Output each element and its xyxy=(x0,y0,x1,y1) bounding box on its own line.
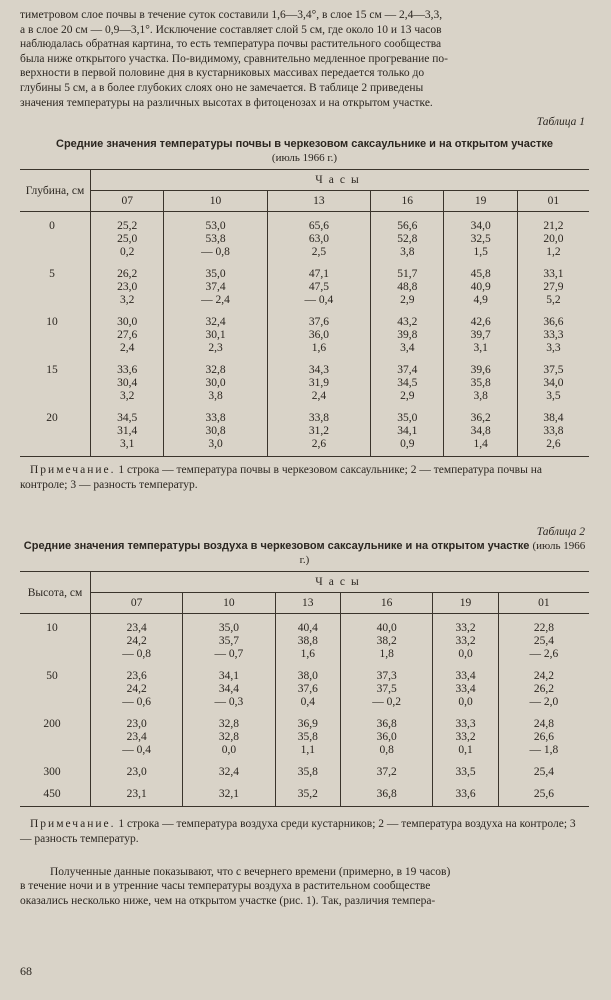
cell-value: 37,4 xyxy=(205,281,226,294)
table1-hours-header: Часы xyxy=(91,170,590,191)
table-cell xyxy=(341,784,433,807)
cell-value: 33,5 xyxy=(455,766,476,779)
cell-value: 1,4 xyxy=(473,438,488,451)
cell-value: 26,6 xyxy=(533,731,554,744)
table-row xyxy=(20,360,589,408)
outro-paragraph xyxy=(20,865,589,909)
table1-title xyxy=(20,138,589,165)
cell-value: 32,4 xyxy=(205,316,226,329)
table-cell xyxy=(275,784,341,807)
table2-hours-header: Часы xyxy=(91,572,590,593)
cell-value: 3,1 xyxy=(473,342,488,355)
cell-value: 24,8 xyxy=(533,718,554,731)
row-label: 200 xyxy=(20,714,91,762)
cell-value: 31,9 xyxy=(308,377,329,390)
cell-value: 34,1 xyxy=(397,425,418,438)
cell-value: 32,8 xyxy=(218,718,239,731)
table-cell xyxy=(341,762,433,784)
table-cell xyxy=(275,762,341,784)
intro-line: глубины 5 см, а в более глубоких слоях оно не замечается. В таблице 2 приведены xyxy=(20,81,424,94)
cell-value: 23,4 xyxy=(126,731,147,744)
cell-value: 34,5 xyxy=(117,412,138,425)
row-label: 15 xyxy=(20,360,91,408)
table-cell xyxy=(91,762,183,784)
table-cell xyxy=(267,212,370,265)
cell-value: — 2,0 xyxy=(529,696,559,709)
table2-corner-header: Высота, см xyxy=(20,572,91,614)
cell-value: 37,5 xyxy=(376,683,397,696)
table-cell xyxy=(371,212,444,265)
cell-value: 3,2 xyxy=(120,294,135,307)
cell-value: 35,8 xyxy=(297,731,318,744)
cell-value: 35,8 xyxy=(470,377,491,390)
cell-value: 36,6 xyxy=(543,316,564,329)
cell-value: 48,8 xyxy=(397,281,418,294)
cell-value: 3,4 xyxy=(400,342,415,355)
row-label: 50 xyxy=(20,666,91,714)
cell-value: 37,4 xyxy=(397,364,418,377)
cell-value: — 0,8 xyxy=(122,648,151,661)
cell-value: 3,8 xyxy=(400,246,415,259)
cell-value: 38,0 xyxy=(297,670,318,683)
cell-value: 30,0 xyxy=(117,316,138,329)
table-cell xyxy=(164,360,267,408)
table1-subtitle: (июль 1966 г.) xyxy=(271,151,338,164)
cell-value: 31,2 xyxy=(308,425,329,438)
cell-value: 2,4 xyxy=(311,390,327,403)
cell-value: — 2,4 xyxy=(201,294,230,307)
hour-header: 01 xyxy=(498,593,589,614)
cell-value: 36,0 xyxy=(376,731,397,744)
cell-value: 32,4 xyxy=(218,766,239,779)
hour-header: 07 xyxy=(91,191,164,212)
table-cell xyxy=(275,614,341,667)
table-cell xyxy=(498,614,589,667)
cell-value: 24,2 xyxy=(533,670,554,683)
cell-value: 3,8 xyxy=(473,390,488,403)
cell-value: 38,8 xyxy=(297,635,318,648)
intro-line: а в слое 20 см — 0,9—3,1°. Исключение составляет слой 5 см, где около 10 и 13 часов xyxy=(20,23,442,36)
table1-corner-header: Глубина, см xyxy=(20,170,91,212)
cell-value: 33,2 xyxy=(455,731,476,744)
cell-value: 23,4 xyxy=(126,622,147,635)
table-cell xyxy=(183,614,275,667)
cell-value: 1,2 xyxy=(546,246,561,259)
outro-line: Полученные данные показывают, что с вечернего времени (примерно, в 19 часов) xyxy=(50,865,451,878)
cell-value: 34,4 xyxy=(218,683,239,696)
table-cell xyxy=(275,666,341,714)
cell-value: 23,6 xyxy=(126,670,147,683)
table-cell xyxy=(91,408,164,457)
cell-value: 34,3 xyxy=(308,364,329,377)
cell-value: 30,0 xyxy=(205,377,226,390)
cell-value: 2,9 xyxy=(400,294,415,307)
cell-value: 65,6 xyxy=(308,220,329,233)
table-cell xyxy=(433,614,499,667)
cell-value: 35,2 xyxy=(297,788,318,801)
hour-header: 13 xyxy=(267,191,370,212)
table-cell xyxy=(444,360,517,408)
intro-line: верхности в первой половине дня в кустарниковых массивах передается только до xyxy=(20,67,425,80)
cell-value: 33,3 xyxy=(455,718,476,731)
table-cell xyxy=(91,264,164,312)
table2-note-label: Примечание. xyxy=(30,818,116,831)
table-cell xyxy=(91,312,164,360)
table1-note-text: 1 строка — температура почвы в черкезовом саксаульнике; 2 — температура почвы на контроле; 3 — разность температур. xyxy=(20,464,542,491)
cell-value: 33,6 xyxy=(455,788,476,801)
cell-value: 38,2 xyxy=(376,635,397,648)
cell-value: 3,8 xyxy=(208,390,223,403)
cell-value: 33,2 xyxy=(455,622,476,635)
table-cell xyxy=(164,408,267,457)
cell-value: 0,2 xyxy=(120,246,135,259)
hour-header: 10 xyxy=(183,593,275,614)
table-cell xyxy=(498,714,589,762)
cell-value: 0,0 xyxy=(221,744,237,757)
table-cell xyxy=(183,714,275,762)
cell-value: 35,8 xyxy=(297,766,318,779)
table-cell xyxy=(183,666,275,714)
cell-value: 30,4 xyxy=(117,377,138,390)
cell-value: 52,8 xyxy=(397,233,418,246)
cell-value: 33,6 xyxy=(117,364,138,377)
table-cell xyxy=(91,714,183,762)
row-label: 10 xyxy=(20,614,91,667)
cell-value: — 1,8 xyxy=(529,744,559,757)
table-cell xyxy=(371,408,444,457)
table-row xyxy=(20,614,589,667)
cell-value: 33,8 xyxy=(543,425,564,438)
cell-value: 36,0 xyxy=(308,329,329,342)
table-cell xyxy=(371,264,444,312)
cell-value: 1,6 xyxy=(311,342,327,355)
cell-value: 32,8 xyxy=(218,731,239,744)
table-cell xyxy=(371,312,444,360)
cell-value: 35,0 xyxy=(218,622,239,635)
cell-value: 24,2 xyxy=(126,635,147,648)
cell-value: 27,6 xyxy=(117,329,138,342)
cell-value: 34,0 xyxy=(470,220,491,233)
table-cell xyxy=(183,784,275,807)
intro-paragraph xyxy=(20,8,589,110)
cell-value: 1,5 xyxy=(473,246,488,259)
cell-value: 33,2 xyxy=(455,635,476,648)
intro-line: наблюдалась обратная картина, то есть температура почвы растительного сообщества xyxy=(20,38,442,51)
cell-value: 22,8 xyxy=(533,622,554,635)
table-row xyxy=(20,666,589,714)
hour-header: 07 xyxy=(91,593,183,614)
cell-value: 34,1 xyxy=(218,670,239,683)
table-cell xyxy=(91,212,164,265)
hour-header: 19 xyxy=(444,191,517,212)
cell-value: 33,3 xyxy=(543,329,564,342)
cell-value: 30,1 xyxy=(205,329,226,342)
table-cell xyxy=(444,312,517,360)
cell-value: 51,7 xyxy=(397,268,418,281)
table-row xyxy=(20,784,589,807)
cell-value: 33,8 xyxy=(308,412,329,425)
table-row xyxy=(20,762,589,784)
cell-value: 36,2 xyxy=(470,412,491,425)
cell-value: 3,5 xyxy=(546,390,561,403)
table-cell xyxy=(164,264,267,312)
cell-value: 25,2 xyxy=(117,220,138,233)
cell-value: 36,8 xyxy=(376,718,397,731)
cell-value: 63,0 xyxy=(308,233,329,246)
hour-header: 13 xyxy=(275,593,341,614)
table-cell xyxy=(444,212,517,265)
table2-note-text: 1 строка — температура воздуха среди кустарников; 2 — температура воздуха на контроле; 3 — разность температур. xyxy=(20,818,576,845)
cell-value: 32,1 xyxy=(218,788,239,801)
table-cell xyxy=(517,212,589,265)
cell-value: 31,4 xyxy=(117,425,138,438)
table2-subtitle: (июль 1966 г.) xyxy=(299,540,586,566)
row-label: 10 xyxy=(20,312,91,360)
cell-value: 3,0 xyxy=(208,438,223,451)
cell-value: — 0,8 xyxy=(201,246,230,259)
table1-title-text: Средние значения температуры почвы в черкезовом саксаульнике и на открытом участке xyxy=(56,138,553,151)
table2-note xyxy=(20,817,589,846)
intro-line: была ниже открытого участка. По-видимому, сравнительно медленное прогревание по- xyxy=(20,52,449,65)
cell-value: 32,8 xyxy=(205,364,226,377)
cell-value: 21,2 xyxy=(543,220,564,233)
hour-header: 19 xyxy=(433,593,499,614)
hour-header: 10 xyxy=(164,191,267,212)
cell-value: 43,2 xyxy=(397,316,418,329)
table-cell xyxy=(433,762,499,784)
cell-value: 32,5 xyxy=(470,233,491,246)
table-row xyxy=(20,408,589,457)
cell-value: 39,6 xyxy=(470,364,491,377)
cell-value: 40,0 xyxy=(376,622,397,635)
cell-value: — 2,6 xyxy=(529,648,559,661)
table-cell xyxy=(498,666,589,714)
table-cell xyxy=(517,264,589,312)
cell-value: 30,8 xyxy=(205,425,226,438)
table-cell xyxy=(517,408,589,457)
table-cell xyxy=(164,312,267,360)
table-cell xyxy=(341,714,433,762)
table-row xyxy=(20,212,589,265)
cell-value: 0,1 xyxy=(458,744,473,757)
table-cell xyxy=(183,762,275,784)
cell-value: 2,9 xyxy=(400,390,415,403)
cell-value: 2,6 xyxy=(311,438,327,451)
table-cell xyxy=(517,360,589,408)
cell-value: — 0,7 xyxy=(214,648,244,661)
table-cell xyxy=(498,762,589,784)
cell-value: 0,8 xyxy=(379,744,394,757)
cell-value: 23,0 xyxy=(126,766,147,779)
cell-value: 33,8 xyxy=(205,412,226,425)
cell-value: 23,0 xyxy=(126,718,147,731)
table-cell xyxy=(444,408,517,457)
cell-value: 42,6 xyxy=(470,316,491,329)
row-label: 0 xyxy=(20,212,91,265)
row-label: 450 xyxy=(20,784,91,807)
cell-value: 34,0 xyxy=(543,377,564,390)
table-cell xyxy=(267,312,370,360)
table2-title-text: Средние значения температуры воздуха в черкезовом саксаульнике и на открытом участке xyxy=(23,540,530,553)
table-cell xyxy=(433,714,499,762)
row-label: 300 xyxy=(20,762,91,784)
cell-value: 35,0 xyxy=(205,268,226,281)
cell-value: 37,2 xyxy=(376,766,397,779)
cell-value: 35,7 xyxy=(218,635,239,648)
cell-value: 1,6 xyxy=(300,648,315,661)
cell-value: 2,4 xyxy=(120,342,135,355)
cell-value: — 0,2 xyxy=(372,696,401,709)
table-cell xyxy=(91,614,183,667)
table1-note-label: Примечание. xyxy=(30,464,116,477)
cell-value: 36,9 xyxy=(297,718,318,731)
table-cell xyxy=(91,784,183,807)
cell-value: 39,8 xyxy=(397,329,418,342)
table2 xyxy=(20,571,589,807)
cell-value: 34,5 xyxy=(397,377,418,390)
cell-value: 33,1 xyxy=(543,268,564,281)
outro-line: в течение ночи и в утренние часы температуры воздуха в растительном сообществе xyxy=(20,880,431,893)
cell-value: 25,0 xyxy=(117,233,138,246)
table-cell xyxy=(275,714,341,762)
cell-value: 40,4 xyxy=(297,622,318,635)
cell-value: 26,2 xyxy=(117,268,138,281)
table-cell xyxy=(267,408,370,457)
table1-label: Таблица 1 xyxy=(536,116,585,129)
cell-value: 24,2 xyxy=(126,683,147,696)
row-label: 5 xyxy=(20,264,91,312)
table2-title xyxy=(20,540,589,567)
cell-value: 4,9 xyxy=(473,294,488,307)
cell-value: 2,3 xyxy=(208,342,223,355)
table-row xyxy=(20,312,589,360)
table-cell xyxy=(91,360,164,408)
cell-value: 38,4 xyxy=(543,412,564,425)
table-cell xyxy=(517,312,589,360)
cell-value: 0,0 xyxy=(458,696,473,709)
table-cell xyxy=(433,784,499,807)
cell-value: 0,0 xyxy=(458,648,473,661)
cell-value: 37,5 xyxy=(543,364,564,377)
table-cell xyxy=(91,666,183,714)
cell-value: 1,8 xyxy=(379,648,394,661)
cell-value: — 0,3 xyxy=(214,696,244,709)
cell-value: 33,4 xyxy=(455,670,476,683)
cell-value: 45,8 xyxy=(470,268,491,281)
table-cell xyxy=(267,360,370,408)
cell-value: 1,1 xyxy=(300,744,315,757)
cell-value: 20,0 xyxy=(543,233,564,246)
cell-value: 23,1 xyxy=(126,788,147,801)
row-label: 20 xyxy=(20,408,91,457)
hour-header: 01 xyxy=(517,191,589,212)
table-cell xyxy=(433,666,499,714)
cell-value: 23,0 xyxy=(117,281,138,294)
table-cell xyxy=(371,360,444,408)
cell-value: — 0,4 xyxy=(304,294,334,307)
cell-value: 53,0 xyxy=(205,220,226,233)
hour-header: 16 xyxy=(371,191,444,212)
cell-value: 34,8 xyxy=(470,425,491,438)
intro-line: тиметровом слое почвы в течение суток составили 1,6—3,4°, в слое 15 см — 2,4—3,3, xyxy=(20,9,443,21)
cell-value: 47,1 xyxy=(308,268,329,281)
cell-value: 5,2 xyxy=(546,294,561,307)
cell-value: 25,6 xyxy=(533,788,554,801)
outro-line: оказались несколько ниже, чем на открытом участке (рис. 1). Так, различия темпера- xyxy=(20,894,436,907)
table2-label: Таблица 2 xyxy=(536,526,585,539)
cell-value: 37,6 xyxy=(308,316,329,329)
cell-value: 2,5 xyxy=(311,246,327,259)
table-cell xyxy=(341,614,433,667)
cell-value: 27,9 xyxy=(543,281,564,294)
cell-value: 37,6 xyxy=(297,683,318,696)
cell-value: 33,4 xyxy=(455,683,476,696)
table-cell xyxy=(267,264,370,312)
cell-value: 2,6 xyxy=(546,438,561,451)
page-number: 68 xyxy=(20,964,32,978)
cell-value: 35,0 xyxy=(397,412,418,425)
table-cell xyxy=(498,784,589,807)
cell-value: 37,3 xyxy=(376,670,397,683)
cell-value: 0,4 xyxy=(300,696,315,709)
cell-value: 3,3 xyxy=(546,342,561,355)
cell-value: 25,4 xyxy=(533,766,554,779)
intro-line: значения температуры на различных высотах в фитоценозах и на открытом участке. xyxy=(20,96,433,109)
cell-value: 25,4 xyxy=(533,635,554,648)
cell-value: — 0,4 xyxy=(122,744,151,757)
table-row xyxy=(20,264,589,312)
cell-value: 47,5 xyxy=(308,281,329,294)
hour-header: 16 xyxy=(341,593,433,614)
cell-value: 40,9 xyxy=(470,281,491,294)
cell-value: 39,7 xyxy=(470,329,491,342)
table-cell xyxy=(444,264,517,312)
table1 xyxy=(20,169,589,457)
cell-value: 3,2 xyxy=(120,390,135,403)
table1-note xyxy=(20,463,589,492)
cell-value: 53,8 xyxy=(205,233,226,246)
cell-value: 56,6 xyxy=(397,220,418,233)
table-cell xyxy=(164,212,267,265)
cell-value: 0,9 xyxy=(400,438,415,451)
cell-value: — 0,6 xyxy=(122,696,151,709)
table-cell xyxy=(341,666,433,714)
cell-value: 36,8 xyxy=(376,788,397,801)
table-row xyxy=(20,714,589,762)
cell-value: 3,1 xyxy=(120,438,135,451)
cell-value: 26,2 xyxy=(533,683,554,696)
